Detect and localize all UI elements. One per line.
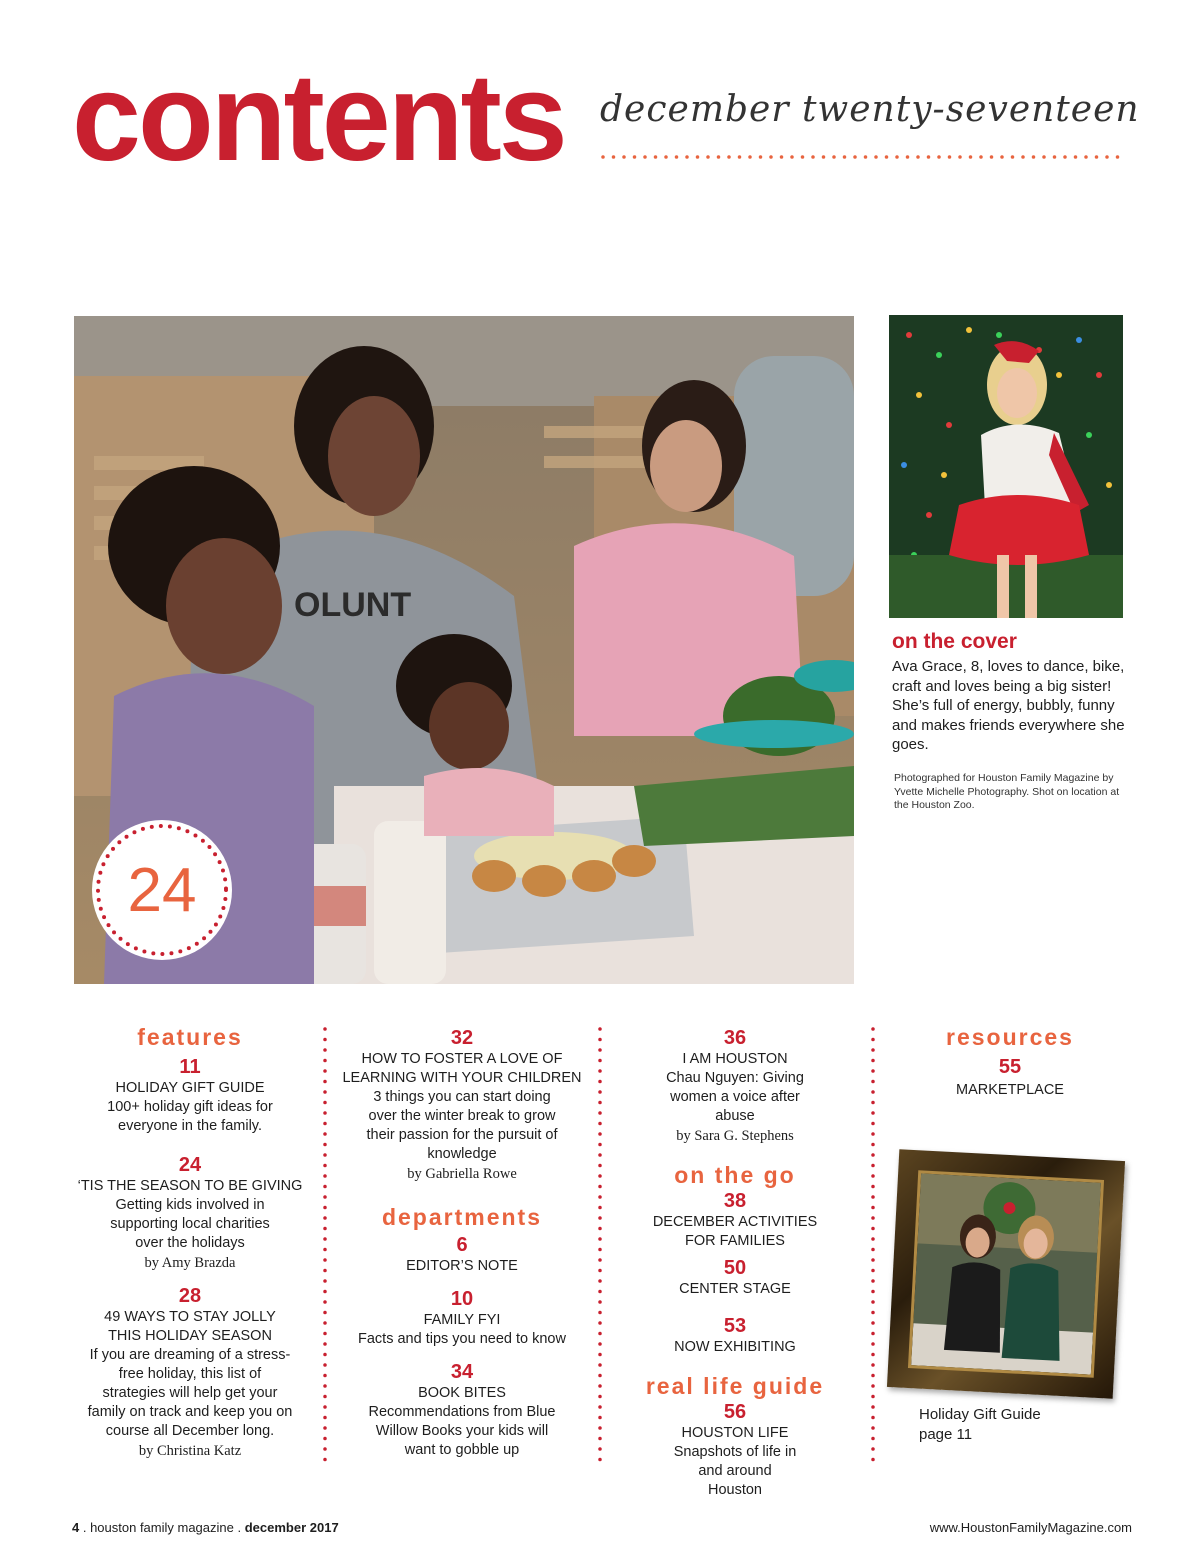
entry-title: HOW TO FOSTER A LOVE OF LEARNING WITH YOUR CHILDREN (342, 1051, 582, 1086)
features-heading: features (137, 1024, 243, 1050)
photo-credit: Photographed for Houston Family Magazine by Yvette Michelle Photography. Shot on location at the Houston Zoo. (894, 772, 1120, 811)
entry-byline: by Christina Katz (138, 1443, 242, 1459)
lead-and-departments-column (334, 1022, 590, 1460)
feature-page-badge (92, 820, 232, 960)
column-divider (870, 1026, 876, 1468)
entry-title: EDITOR’S NOTE (406, 1258, 518, 1274)
resources-column (890, 1022, 1130, 1100)
on-the-cover-text: Ava Grace, 8, loves to dance, bike, craft and loves being a big sister! She’s full of energy, bubbly, funny and makes friends everywhere she goes. (892, 658, 1125, 753)
page-number: 50 (723, 1257, 747, 1279)
cover-photo (889, 315, 1123, 618)
toc-entry[interactable] (890, 1056, 1130, 1100)
houston-and-on-the-go-column (612, 1022, 858, 1500)
departments-heading: departments (381, 1204, 543, 1230)
entry-title: NOW EXHIBITING (674, 1339, 796, 1355)
entry-title: DECEMBER ACTIVITIES FOR FAMILIES (652, 1214, 818, 1249)
gift-guide-caption-title: Holiday Gift Guide (919, 1406, 1041, 1423)
gift-guide-caption (919, 1405, 1041, 1445)
title-dotted-rule (600, 150, 1126, 164)
entry-title: 49 WAYS TO STAY JOLLY THIS HOLIDAY SEASON (104, 1309, 276, 1344)
toc-entry[interactable] (334, 1288, 590, 1349)
toc-entry[interactable] (612, 1257, 858, 1299)
website-link[interactable]: www.HoustonFamilyMagazine.com (929, 1520, 1132, 1535)
features-column (74, 1022, 306, 1461)
entry-title: CENTER STAGE (679, 1281, 791, 1297)
entry-description: Snapshots of life in and around Houston (673, 1444, 797, 1498)
page-number: 56 (723, 1401, 747, 1423)
toc-entry[interactable] (334, 1234, 590, 1276)
folio-publication: . houston family magazine . (79, 1520, 245, 1535)
page-number: 53 (723, 1315, 747, 1337)
folio-issue: december 2017 (244, 1520, 339, 1535)
toc-entry[interactable] (334, 1361, 590, 1460)
entry-title: BOOK BITES (418, 1385, 506, 1401)
page-title: contents (72, 49, 565, 187)
entry-description: 100+ holiday gift ideas for everyone in the family. (107, 1099, 273, 1134)
page-number: 55 (998, 1056, 1022, 1078)
toc-entry[interactable] (612, 1315, 858, 1357)
page-number: 24 (178, 1154, 202, 1176)
resources-heading: resources (946, 1024, 1074, 1050)
column-divider (322, 1026, 328, 1468)
entry-byline: by Gabriella Rowe (407, 1166, 517, 1182)
toc-entry[interactable] (74, 1285, 306, 1461)
real-life-guide-heading: real life guide (645, 1373, 825, 1399)
gift-guide-caption-page: page 11 (919, 1426, 973, 1443)
entry-description: If you are dreaming of a stress-free holiday, this list of strategies will help get your family on track and keep you on course all December long. (87, 1347, 293, 1439)
toc-entry[interactable] (334, 1027, 590, 1184)
entry-description: Facts and tips you need to know (358, 1331, 566, 1347)
page-number: 38 (723, 1190, 747, 1212)
toc-entry[interactable] (612, 1401, 858, 1500)
entry-title: FAMILY FYI (423, 1312, 501, 1328)
entry-description: Getting kids involved in supporting local charities over the holidays (110, 1197, 270, 1251)
entry-description: Chau Nguyen: Giving women a voice after abuse (666, 1070, 804, 1124)
issue-date: december twenty-seventeen (600, 89, 1140, 130)
entry-title: HOUSTON LIFE (681, 1425, 789, 1441)
toc-entry[interactable] (74, 1056, 306, 1136)
page-number: 36 (723, 1027, 747, 1049)
page-number: 28 (178, 1285, 202, 1307)
page-number: 6 (456, 1234, 468, 1256)
toc-entry[interactable] (612, 1027, 858, 1146)
column-divider (597, 1026, 603, 1468)
entry-description: Recommendations from Blue Willow Books your kids will want to gobble up (368, 1404, 556, 1458)
page-number: 10 (450, 1288, 474, 1310)
on-the-cover-heading: on the cover (892, 630, 1017, 653)
entry-title: ‘TIS THE SEASON TO BE GIVING (77, 1178, 303, 1194)
entry-byline: by Amy Brazda (144, 1255, 236, 1271)
on-the-go-heading: on the go (674, 1162, 796, 1188)
page-number: 32 (450, 1027, 474, 1049)
entry-title: I AM HOUSTON (682, 1051, 788, 1067)
folio-page-number: 4 (72, 1520, 80, 1535)
toc-entry[interactable] (612, 1190, 858, 1251)
entry-title: HOLIDAY GIFT GUIDE (115, 1080, 265, 1096)
folio (72, 1520, 339, 1535)
entry-byline: by Sara G. Stephens (676, 1128, 794, 1144)
page-number: 34 (450, 1361, 474, 1383)
entry-description: 3 things you can start doing over the winter break to grow their passion for the pursuit of knowledge (366, 1089, 558, 1162)
entry-title: MARKETPLACE (956, 1082, 1064, 1098)
page-number: 11 (179, 1056, 201, 1078)
toc-entry[interactable] (74, 1154, 306, 1273)
svg-text:OLUNT: OLUNT (294, 586, 412, 624)
gift-guide-framed-photo (887, 1149, 1125, 1399)
feature-page-number: 24 (127, 855, 197, 925)
